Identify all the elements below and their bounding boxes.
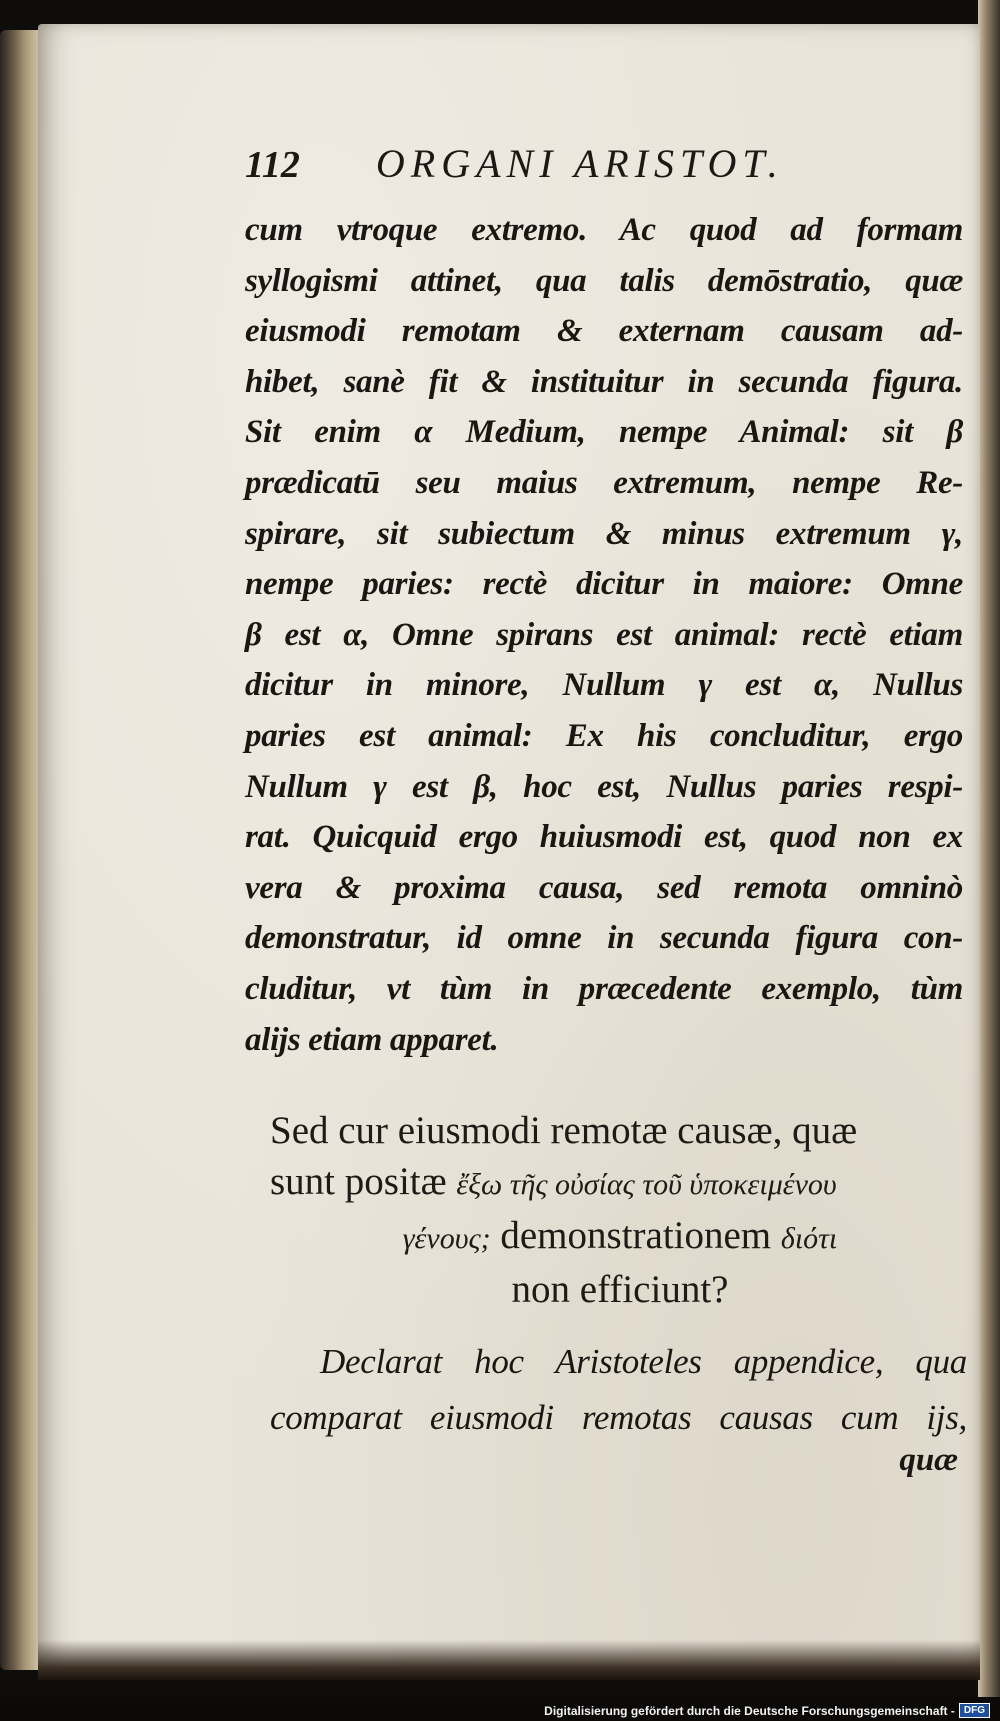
heading-line (270, 1210, 970, 1264)
heading-line (270, 1156, 970, 1210)
text-line: hibet, sanè fit & instituitur in secunda figura. (245, 363, 963, 400)
paragraph-1 (245, 205, 963, 1065)
section-heading (270, 1105, 970, 1315)
running-head (245, 140, 865, 187)
text-line: cluditur, vt tùm in præcedente exemplo, tùm (245, 970, 963, 1007)
dfg-logo: DFG (959, 1703, 990, 1718)
text-line: syllogismi attinet, qua talis demōstratio, quæ (245, 262, 963, 299)
text-line: β est α, Omne spirans est animal: rectè etiam (245, 616, 963, 653)
text-line: Nullum γ est β, hoc est, Nullus paries respi- (245, 768, 963, 805)
digitization-credit (544, 1703, 990, 1718)
greek-word: γένους; (402, 1222, 491, 1255)
text-line: alijs etiam apparet. (245, 1021, 499, 1058)
text-line: dicitur in minore, Nullum γ est α, Nullus (245, 667, 963, 704)
page-bottom-shadow (38, 1640, 980, 1680)
text-line: eiusmodi remotam & externam causam ad- (245, 313, 963, 350)
text-line: nempe paries: rectè dicitur in maiore: Omne (245, 566, 963, 603)
text-line: spirare, sit subiectum & minus extremum γ, (245, 515, 963, 552)
greek-phrase: ἔξω τῆς οὐσίας τοῦ ὑποκειμένου (456, 1168, 837, 1201)
heading-line: non efficiunt? (511, 1268, 729, 1311)
text-line: Sit enim α Medium, nempe Animal: sit β (245, 414, 963, 451)
text-line: paries est animal: Ex his concluditur, ergo (245, 717, 963, 754)
text-line: demonstratur, id omne in secunda figura con- (245, 920, 963, 957)
heading-line: Sed cur eiusmodi remotæ causæ, quæ (270, 1109, 858, 1152)
running-title: ORGANI ARISTOT. (375, 141, 784, 186)
heading-text: sunt positæ (270, 1160, 447, 1203)
text-line: cum vtroque extremo. Ac quod ad formam (245, 212, 963, 248)
page-number: 112 (245, 144, 300, 186)
credit-text: Digitalisierung gefördert durch die Deutsche Forschungsgemeinschaft - (544, 1703, 955, 1718)
text-line: vera & proxima causa, sed remota omninò (245, 869, 963, 906)
catchword: quæ (899, 1442, 958, 1478)
page-fore-edge (978, 0, 1000, 1721)
text-line: rat. Quicquid ergo huiusmodi est, quod non ex (245, 819, 963, 856)
text-line: comparat eiusmodi remotas causas cum ijs, (270, 1398, 967, 1437)
text-line: Declarat hoc Aristoteles appendice, qua (320, 1342, 967, 1381)
heading-text: demonstrationem (500, 1214, 772, 1257)
greek-word: διότι (780, 1222, 838, 1255)
text-line: prædicatū seu maius extremum, nempe Re- (245, 464, 963, 501)
paragraph-2 (270, 1334, 967, 1446)
